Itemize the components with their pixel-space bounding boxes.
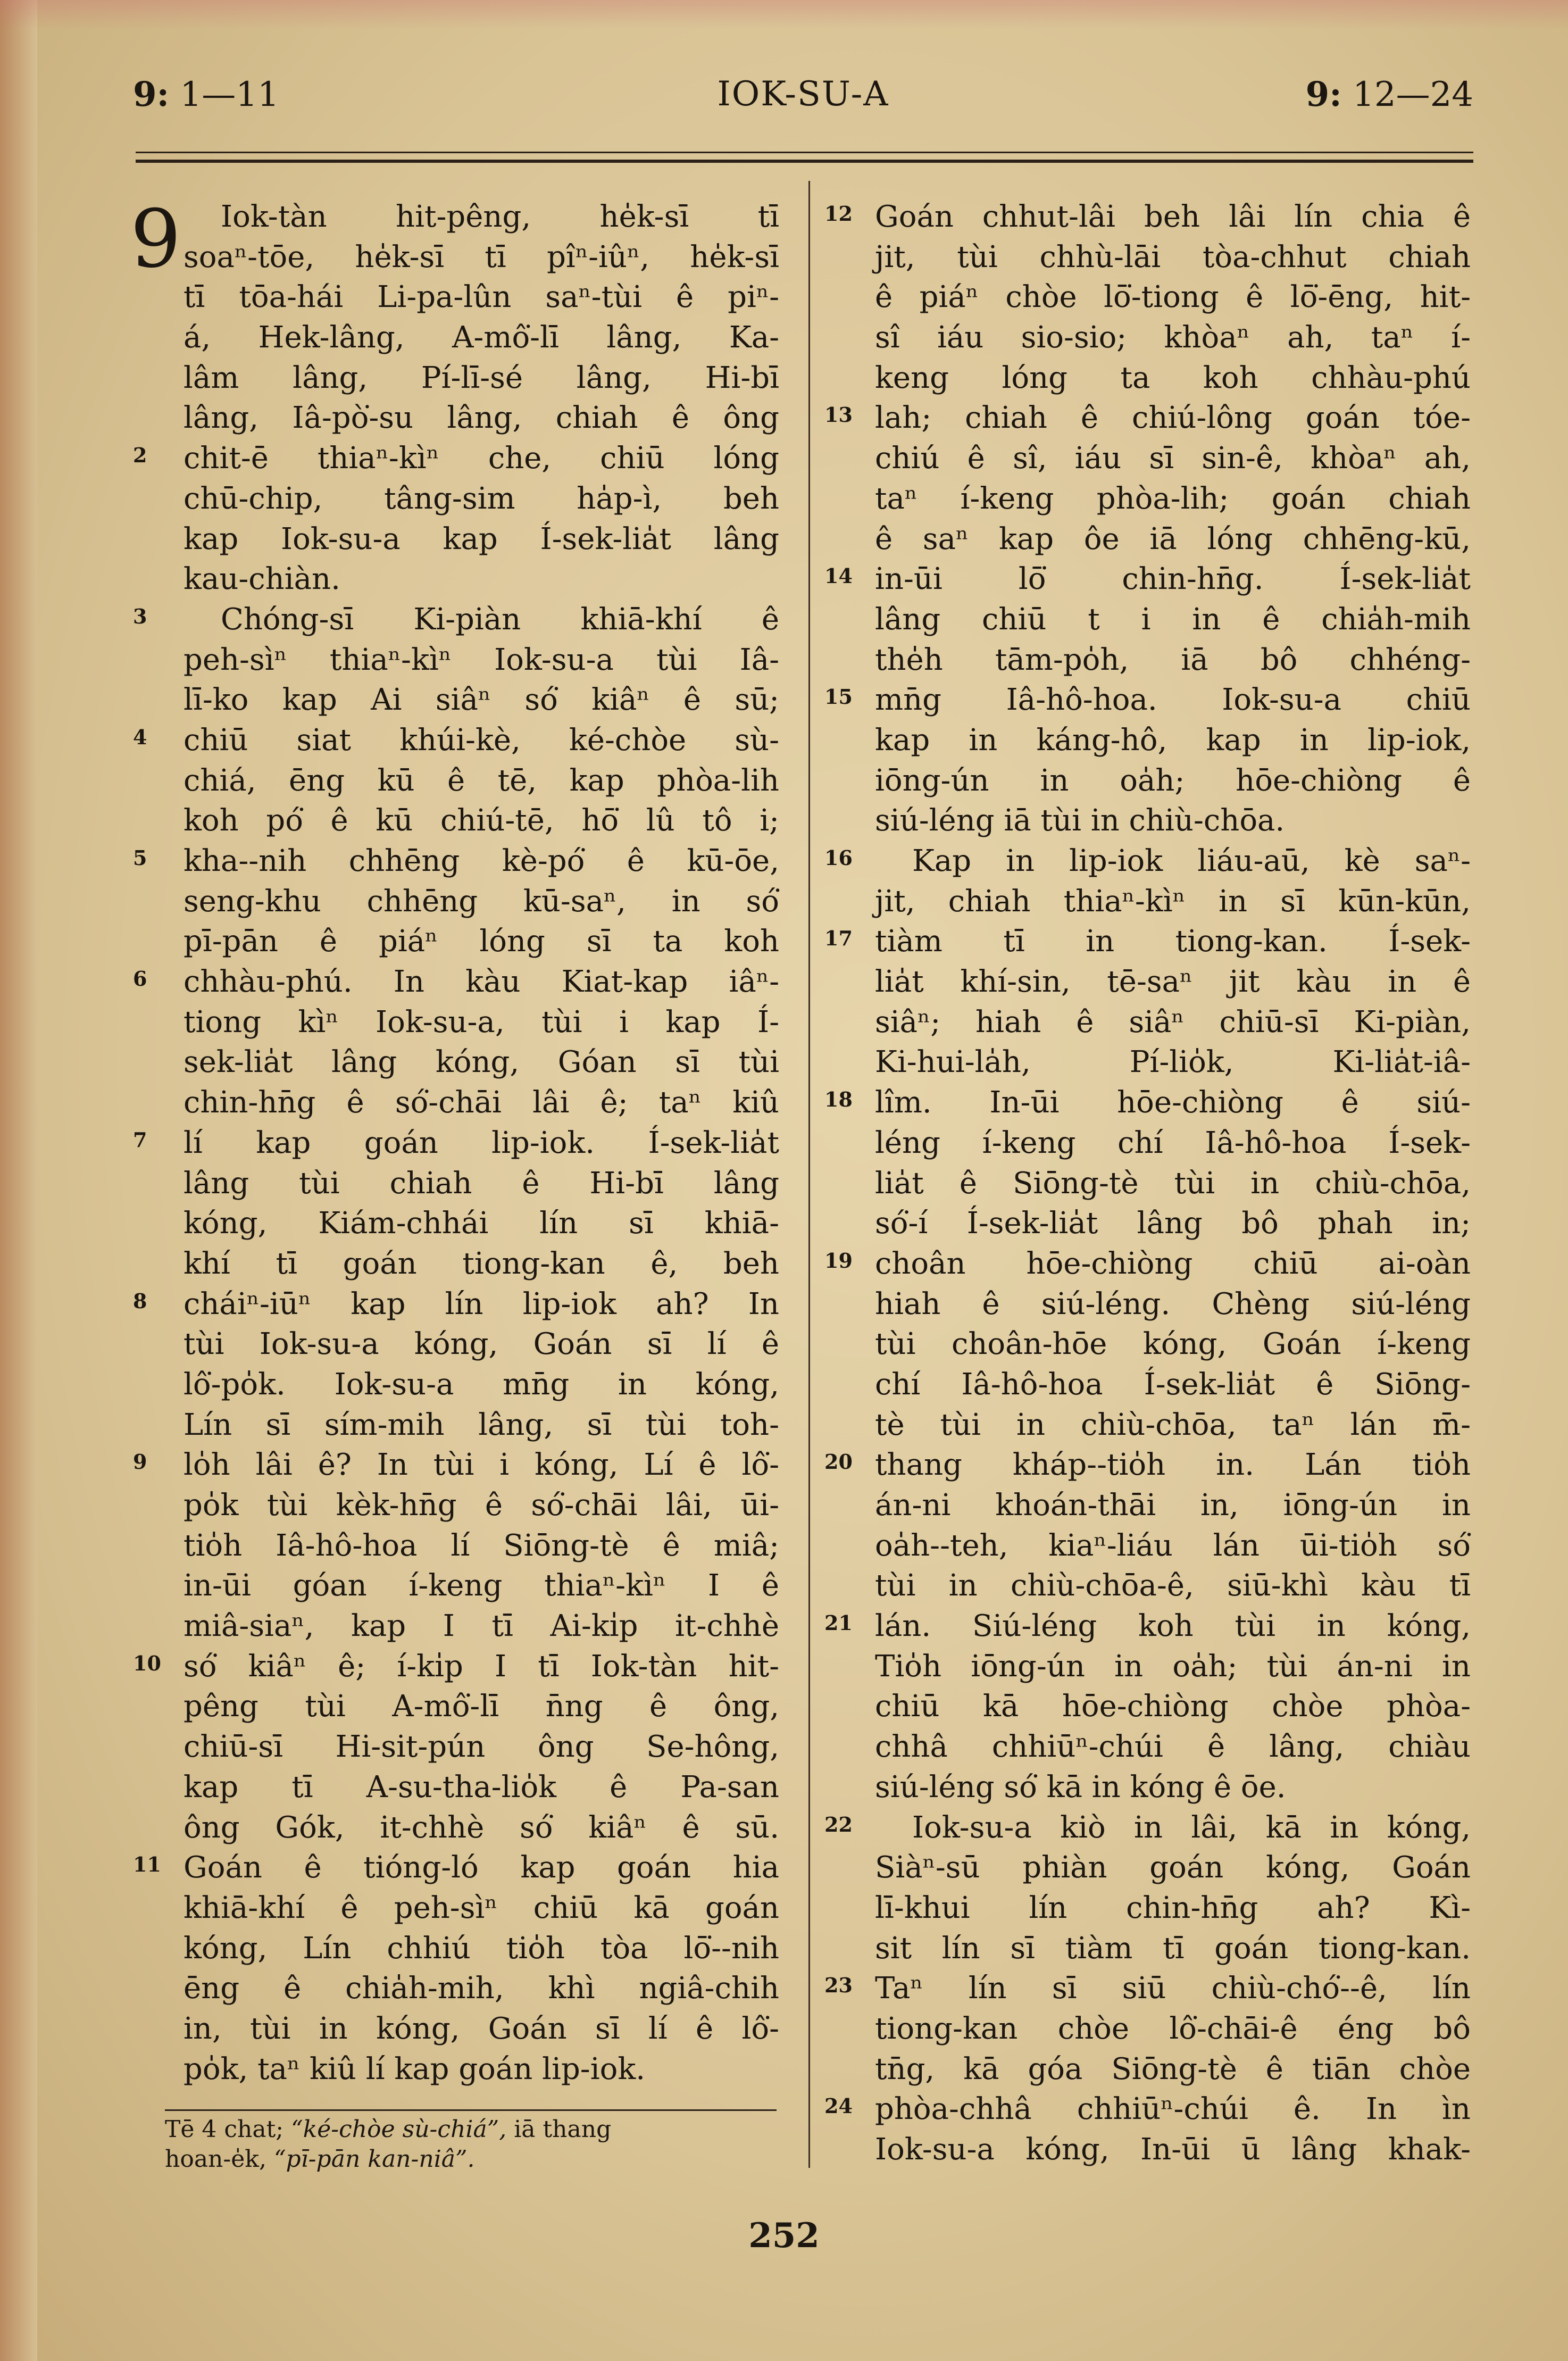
verse-text: Ki-hui-la̍h, Pí-lio̍k, Ki-lia̍t-iâ- (875, 1045, 1471, 1080)
verse-text: iōng-ún in oa̍h; hōe-chiòng ê (875, 763, 1471, 798)
footnote-prefix: Tē 4 chat; (165, 2116, 284, 2143)
text-line (133, 600, 779, 640)
text-line (184, 1888, 779, 1928)
verse-text: sek-lia̍t lâng kóng, Góan sī tùi (184, 1045, 779, 1080)
text-line (184, 2009, 779, 2049)
verse-text: in, tùi in kóng, Goán sī lí ê lô͘- (184, 2011, 779, 2046)
verse-text: phòa-chhâ chhiūⁿ-chúi ê. In ìn (875, 2092, 1471, 2127)
text-line (184, 1163, 779, 1204)
text-line (184, 358, 779, 398)
verse-text: tè tùi in chiù-chōa, taⁿ lán m̄- (875, 1407, 1471, 1442)
verse-text: án-ni khoán-thāi in, iōng-ún in (875, 1488, 1471, 1523)
verse-text: oa̍h--teh, kiaⁿ-liáu lán ūi-tio̍h só͘ (875, 1528, 1471, 1563)
verse-text: lí kap goán lip-iok. Í-sek-lia̍t (184, 1125, 779, 1160)
verse-text: chiū siat khúi-kè, ké-chòe sù- (184, 722, 779, 758)
verse-number: 21 (824, 1611, 853, 1635)
verse-text: chū-chip, tâng-sim ha̍p-ì, beh (184, 481, 779, 516)
text-line (184, 1526, 779, 1566)
text-line (184, 197, 779, 237)
verse-number: 4 (133, 725, 147, 749)
verse-text: tiàm tī in tiong-kan. Í-sek- (875, 924, 1471, 959)
verse-text: tiong-kan chòe lô͘-chāi-ê éng bô (875, 2011, 1471, 2046)
verse-text: lah; chiah ê chiú-lông goán tóe- (875, 401, 1471, 436)
text-line (875, 882, 1471, 922)
text-line (824, 921, 1471, 962)
verse-text: Lín sī sím-mih lâng, sī tùi toh- (184, 1407, 779, 1442)
verse-number: 20 (824, 1450, 853, 1474)
header-rule-thin (136, 152, 1473, 153)
text-line (824, 197, 1471, 237)
text-line (875, 1526, 1471, 1566)
verse-text: taⁿ í-keng phòa-lih; goán chiah (875, 481, 1471, 516)
verse-text: só͘ kiâⁿ ê; í-ki̍p I tī Iok-tàn hit- (184, 1649, 779, 1684)
text-line (875, 1888, 1471, 1928)
verse-text: khí tī goán tiong-kan ê, beh (184, 1246, 779, 1281)
text-line (133, 438, 779, 479)
verse-text: siú-léng só͘ kā in kóng ê ōe. (875, 1769, 1286, 1805)
verse-text: chiū kā hōe-chiòng chòe phòa- (875, 1689, 1471, 1724)
verse-text: siâⁿ; hiah ê siâⁿ chiū-sī Ki-piàn, (875, 1004, 1471, 1040)
text-line (875, 1767, 1471, 1808)
verse-text: Goán ê tióng-ló kap goán hia (184, 1850, 779, 1885)
verse-text: koh pó͘ ê kū chiú-tē, hō͘ lû tô i; (184, 803, 779, 838)
page-edge-stain (0, 0, 1568, 29)
text-line (184, 479, 779, 519)
verse-text: peh-sìⁿ thiaⁿ-kìⁿ Iok-su-a tùi Iâ- (184, 642, 779, 677)
verse-text: Goán chhut-lâi beh lâi lín chia ê (875, 199, 1471, 234)
verse-text: Tio̍h iōng-ún in oa̍h; tùi án-ni in (875, 1649, 1471, 1684)
text-line (875, 1365, 1471, 1405)
text-line (875, 2049, 1471, 2090)
verse-text: chí Iâ-hô-hoa Í-sek-lia̍t ê Siōng- (875, 1367, 1471, 1402)
verse-text: tn̄g, kā góa Siōng-tè ê tiān chòe (875, 2051, 1471, 2086)
verse-text: kha--nih chhēng kè-pó͘ ê kū-ōe, (184, 844, 779, 878)
text-line (184, 1928, 779, 1969)
verse-number: 13 (824, 403, 853, 427)
verse-number: 12 (824, 202, 853, 226)
verse-number: 7 (133, 1127, 147, 1152)
page-gutter-shadow (0, 0, 37, 2361)
text-line (184, 1767, 779, 1808)
text-line (133, 1123, 779, 1163)
verse-number: 19 (824, 1248, 853, 1273)
text-line (824, 2089, 1471, 2130)
verse-number: 11 (133, 1852, 161, 1877)
text-line (184, 398, 779, 438)
verse-text: miâ-siaⁿ, kap I tī Ai-ki̍p it-chhè (184, 1609, 779, 1644)
verse-text: tiong kìⁿ Iok-su-a, tùi i kap Í- (184, 1004, 779, 1040)
text-line (875, 1123, 1471, 1163)
verse-text: tùi Iok-su-a kóng, Goán sī lí ê (184, 1327, 779, 1362)
text-line (184, 921, 779, 962)
book-title: IOK-SU-A (717, 74, 889, 114)
verse-text: tùi choân-hōe kóng, Goán í-keng (875, 1327, 1471, 1362)
verse-text: choân hōe-chiòng chiū ai-oàn (875, 1246, 1471, 1281)
verse-text: cháiⁿ-iūⁿ kap lín lip-iok ah? In (184, 1286, 779, 1321)
verse-text: chit-ē thiaⁿ-kìⁿ che, chiū lóng (184, 441, 779, 476)
text-line (184, 237, 779, 278)
text-line (824, 1606, 1471, 1647)
verse-number: 23 (824, 1973, 853, 1998)
text-line (875, 1485, 1471, 1526)
verse-text: Chóng-sī Ki-piàn khiā-khí ê (221, 602, 779, 637)
text-line (184, 1405, 779, 1445)
verse-text: sit lín sī tiàm tī goán tiong-kan. (875, 1931, 1471, 1966)
text-line (875, 761, 1471, 801)
verse-number: 18 (824, 1087, 853, 1112)
verse-number: 10 (133, 1651, 161, 1675)
verse-text: chiū-sī Hi-sit-pún ông Se-hông, (184, 1730, 779, 1765)
verse-number: 2 (133, 443, 147, 468)
verse-text: tī tōa-hái Li-pa-lûn saⁿ-tùi ê piⁿ- (184, 280, 779, 315)
verse-text: tùi in chiù-chōa-ê, siū-khì kàu tī (875, 1568, 1471, 1603)
text-line (133, 1284, 779, 1325)
text-line (184, 1727, 779, 1767)
verse-text: Iok-tàn hit-pêng, he̍k-sī tī (221, 199, 779, 234)
verse-text: kap Iok-su-a kap Í-sek-lia̍t lâng (184, 521, 779, 556)
verse-text: só͘-í Í-sek-lia̍t lâng bô phah in; (875, 1206, 1471, 1241)
verse-text: kau-chiàn. (184, 562, 340, 597)
text-line (184, 1566, 779, 1606)
text-line (184, 1042, 779, 1083)
verse-text: jit, tùi chhù-lāi tòa-chhut chiah (875, 239, 1471, 275)
verse-text: mn̄g Iâ-hô-hoa. Iok-su-a chiū (875, 683, 1471, 718)
verse-text: lī-khui lín chin-hn̄g ah? Kì- (875, 1890, 1471, 1925)
text-line (184, 1002, 779, 1043)
verse-text: kóng, Kiám-chhái lín sī khiā- (184, 1206, 779, 1241)
header-left-verses: 1—11 (180, 75, 279, 114)
footnote-line-1 (165, 2115, 787, 2144)
footnote (165, 2115, 787, 2174)
footnote-line2-prefix: hoan-e̍k, (165, 2146, 266, 2173)
header-right-verses: 12—24 (1353, 75, 1473, 114)
text-line (875, 1042, 1471, 1083)
text-line (875, 600, 1471, 640)
text-line (875, 2130, 1471, 2170)
text-line (184, 1968, 779, 2009)
header-rule-thick (136, 160, 1473, 163)
text-line (184, 1686, 779, 1727)
text-line (824, 398, 1471, 438)
column-divider (808, 181, 810, 2168)
text-line (184, 761, 779, 801)
text-line (824, 1968, 1471, 2009)
text-line (184, 1324, 779, 1365)
verse-number: 16 (824, 846, 853, 870)
verse-text: kap tī A-su-tha-lio̍k ê Pa-san (184, 1769, 779, 1805)
verse-text: ê piáⁿ chòe lō͘-tiong ê lō͘-ēng, hit- (875, 280, 1471, 315)
footnote-middle: iā thang (514, 2116, 612, 2143)
footnote-rule (165, 2109, 777, 2111)
header-left-chapter: 9: (133, 74, 170, 114)
running-header (133, 74, 1473, 122)
left-text-column (133, 197, 779, 2089)
verse-text: kóng, Lín chhiú tio̍h tòa lō͘--nih (184, 1931, 779, 1966)
verse-text: Iok-su-a kiò in lâi, kā in kóng, (912, 1810, 1471, 1845)
verse-text: ēng ê chia̍h-mih, khì ngiâ-chih (184, 1971, 779, 2006)
text-line (875, 1727, 1471, 1767)
text-line (133, 1445, 779, 1485)
verse-text: chhâ chhiūⁿ-chúi ê lâng, chiàu (875, 1730, 1471, 1765)
verse-text: keng lóng ta koh chhàu-phú (875, 360, 1471, 395)
chapter-number: 9 (130, 193, 181, 286)
verse-text: siú-léng iā tùi in chiù-chōa. (875, 803, 1285, 838)
text-line (875, 237, 1471, 278)
verse-text: in-ūi lō͘ chin-hn̄g. Í-sek-lia̍t (875, 562, 1471, 597)
verse-text: lâng tùi chiah ê Hi-bī lâng (184, 1166, 779, 1201)
verse-text: á, Hek-lâng, A-mô͘-lī lâng, Ka- (184, 320, 779, 355)
verse-text: lia̍t khí-sin, tē-saⁿ jit kàu in ê (875, 965, 1471, 1000)
text-line (875, 962, 1471, 1002)
text-line (824, 1244, 1471, 1284)
verse-text: lô͘-po̍k. Iok-su-a mn̄g in kóng, (184, 1367, 779, 1402)
verse-text: hiah ê siú-léng. Chèng siú-léng (875, 1286, 1471, 1321)
text-line (875, 1686, 1471, 1727)
text-line (133, 962, 779, 1002)
text-line (133, 1647, 779, 1687)
verse-number: 5 (133, 846, 147, 870)
text-line (875, 479, 1471, 519)
text-line (875, 1928, 1471, 1969)
verse-text: lia̍t ê Siōng-tè tùi in chiù-chōa, (875, 1166, 1471, 1201)
text-line (824, 1808, 1471, 1848)
text-line (184, 1203, 779, 1244)
text-line (133, 1848, 779, 1888)
text-line (824, 1083, 1471, 1123)
verse-text: sî iáu sio-sio; khòaⁿ ah, taⁿ í- (875, 320, 1471, 355)
text-line (184, 680, 779, 720)
text-line (184, 277, 779, 318)
verse-number: 14 (824, 564, 853, 588)
verse-text: lo̍h lâi ê? In tùi i kóng, Lí ê lô͘- (184, 1448, 779, 1483)
text-line (875, 1647, 1471, 1687)
text-line (875, 640, 1471, 680)
verse-number: 3 (133, 604, 147, 628)
text-line (184, 640, 779, 680)
text-line (184, 1083, 779, 1123)
verse-text: po̍k tùi kèk-hn̄g ê só͘-chāi lâi, ūi- (184, 1488, 779, 1523)
verse-number: 15 (824, 685, 853, 709)
text-line (875, 801, 1471, 841)
verse-text: chhàu-phú. In kàu Kiat-kap iâⁿ- (184, 965, 779, 1000)
header-right-reference (1306, 74, 1473, 114)
verse-text: pī-pān ê piáⁿ lóng sī ta koh (184, 924, 779, 959)
text-line (184, 882, 779, 922)
text-line (875, 720, 1471, 761)
verse-number: 9 (133, 1450, 147, 1474)
text-line (875, 1324, 1471, 1365)
verse-text: ông Gók, it-chhè só͘ kiâⁿ ê sū. (184, 1810, 779, 1845)
verse-text: ê saⁿ kap ôe iā lóng chhēng-kū, (875, 521, 1471, 556)
footnote-italic-term-2: “pī-pān kan-niâ”. (273, 2146, 475, 2173)
text-line (133, 841, 779, 882)
verse-text: kap in káng-hô, kap in lip-iok, (875, 722, 1471, 758)
text-line (875, 277, 1471, 318)
text-line (184, 1808, 779, 1848)
text-line (875, 1163, 1471, 1204)
verse-text: léng í-keng chí Iâ-hô-hoa Í-sek- (875, 1125, 1471, 1160)
text-line (184, 559, 779, 600)
text-line (875, 1405, 1471, 1445)
verse-text: lîm. In-ūi hōe-chiòng ê siú- (875, 1085, 1471, 1120)
verse-text: in-ūi góan í-keng thiaⁿ-kìⁿ I ê (184, 1568, 779, 1603)
verse-number: 24 (824, 2094, 853, 2118)
verse-text: seng-khu chhēng kū-saⁿ, in só͘ (184, 884, 779, 919)
right-text-column (824, 197, 1471, 2170)
text-line (184, 318, 779, 358)
verse-text: lâng chiū t i in ê chia̍h-mih (875, 602, 1471, 637)
text-line (875, 1848, 1471, 1888)
header-right-chapter: 9: (1305, 74, 1342, 114)
text-line (824, 841, 1471, 882)
verse-number: 22 (824, 1812, 853, 1836)
verse-number: 17 (824, 926, 853, 951)
text-line (875, 1566, 1471, 1606)
text-line (184, 1485, 779, 1526)
verse-text: thang kháp--tio̍h in. Lán tio̍h (875, 1448, 1471, 1483)
verse-text: Kap in lip-iok liáu-aū, kè saⁿ- (912, 844, 1471, 878)
text-line (824, 680, 1471, 720)
text-line (875, 318, 1471, 358)
text-line (184, 2049, 779, 2090)
verse-text: Iok-su-a kóng, In-ūi ū lâng khak- (875, 2132, 1471, 2167)
text-line (875, 519, 1471, 560)
verse-text: chin-hn̄g ê só͘-chāi lâi ê; taⁿ kiû (184, 1085, 779, 1120)
text-line (184, 1365, 779, 1405)
verse-number: 6 (133, 967, 147, 991)
text-line (824, 1445, 1471, 1485)
text-line (875, 438, 1471, 479)
text-line (875, 2009, 1471, 2049)
footnote-line-2 (165, 2144, 787, 2174)
text-line (875, 1284, 1471, 1325)
page-number: 252 (748, 2216, 820, 2256)
text-line (184, 801, 779, 841)
verse-text: po̍k, taⁿ kiû lí kap goán lip-iok. (184, 2051, 646, 2086)
text-line (875, 1203, 1471, 1244)
verse-text: jit, chiah thiaⁿ-kìⁿ in sī kūn-kūn, (875, 884, 1471, 919)
text-line (875, 358, 1471, 398)
verse-text: lán. Siú-léng koh tùi in kóng, (875, 1609, 1471, 1644)
verse-text: Siàⁿ-sū phiàn goán kóng, Goán (875, 1850, 1471, 1885)
text-line (184, 1606, 779, 1647)
verse-text: khiā-khí ê peh-sìⁿ chiū kā goán (184, 1890, 779, 1925)
verse-text: Taⁿ lín sī siū chiù-chó͘--ê, lín (875, 1971, 1471, 2006)
verse-text: soaⁿ-tōe, he̍k-sī tī pîⁿ-iûⁿ, he̍k-sī (184, 239, 779, 275)
verse-text: lī-ko kap Ai siâⁿ só͘ kiâⁿ ê sū; (184, 683, 779, 718)
text-line (184, 519, 779, 560)
text-line (184, 1244, 779, 1284)
verse-text: tio̍h Iâ-hô-hoa lí Siōng-tè ê miâ; (184, 1528, 779, 1563)
verse-text: pêng tùi A-mô͘-lī n̄ng ê ông, (184, 1689, 779, 1724)
verse-text: chiú ê sî, iáu sī sin-ê, khòaⁿ ah, (875, 441, 1471, 476)
footnote-italic-term-1: “ké-chòe sù-chiá”, (291, 2116, 507, 2143)
text-line (824, 559, 1471, 600)
verse-text: lâng, Iâ-pò͘-su lâng, chiah ê ông (184, 401, 779, 436)
verse-text: lâm lâng, Pí-lī-sé lâng, Hi-bī (184, 360, 779, 395)
text-line (875, 1002, 1471, 1043)
text-line (133, 720, 779, 761)
verse-text: chiá, ēng kū ê tē, kap phòa-lih (184, 763, 779, 798)
verse-text: the̍h tām-po̍h, iā bô chhéng- (875, 642, 1471, 677)
verse-number: 8 (133, 1288, 147, 1313)
